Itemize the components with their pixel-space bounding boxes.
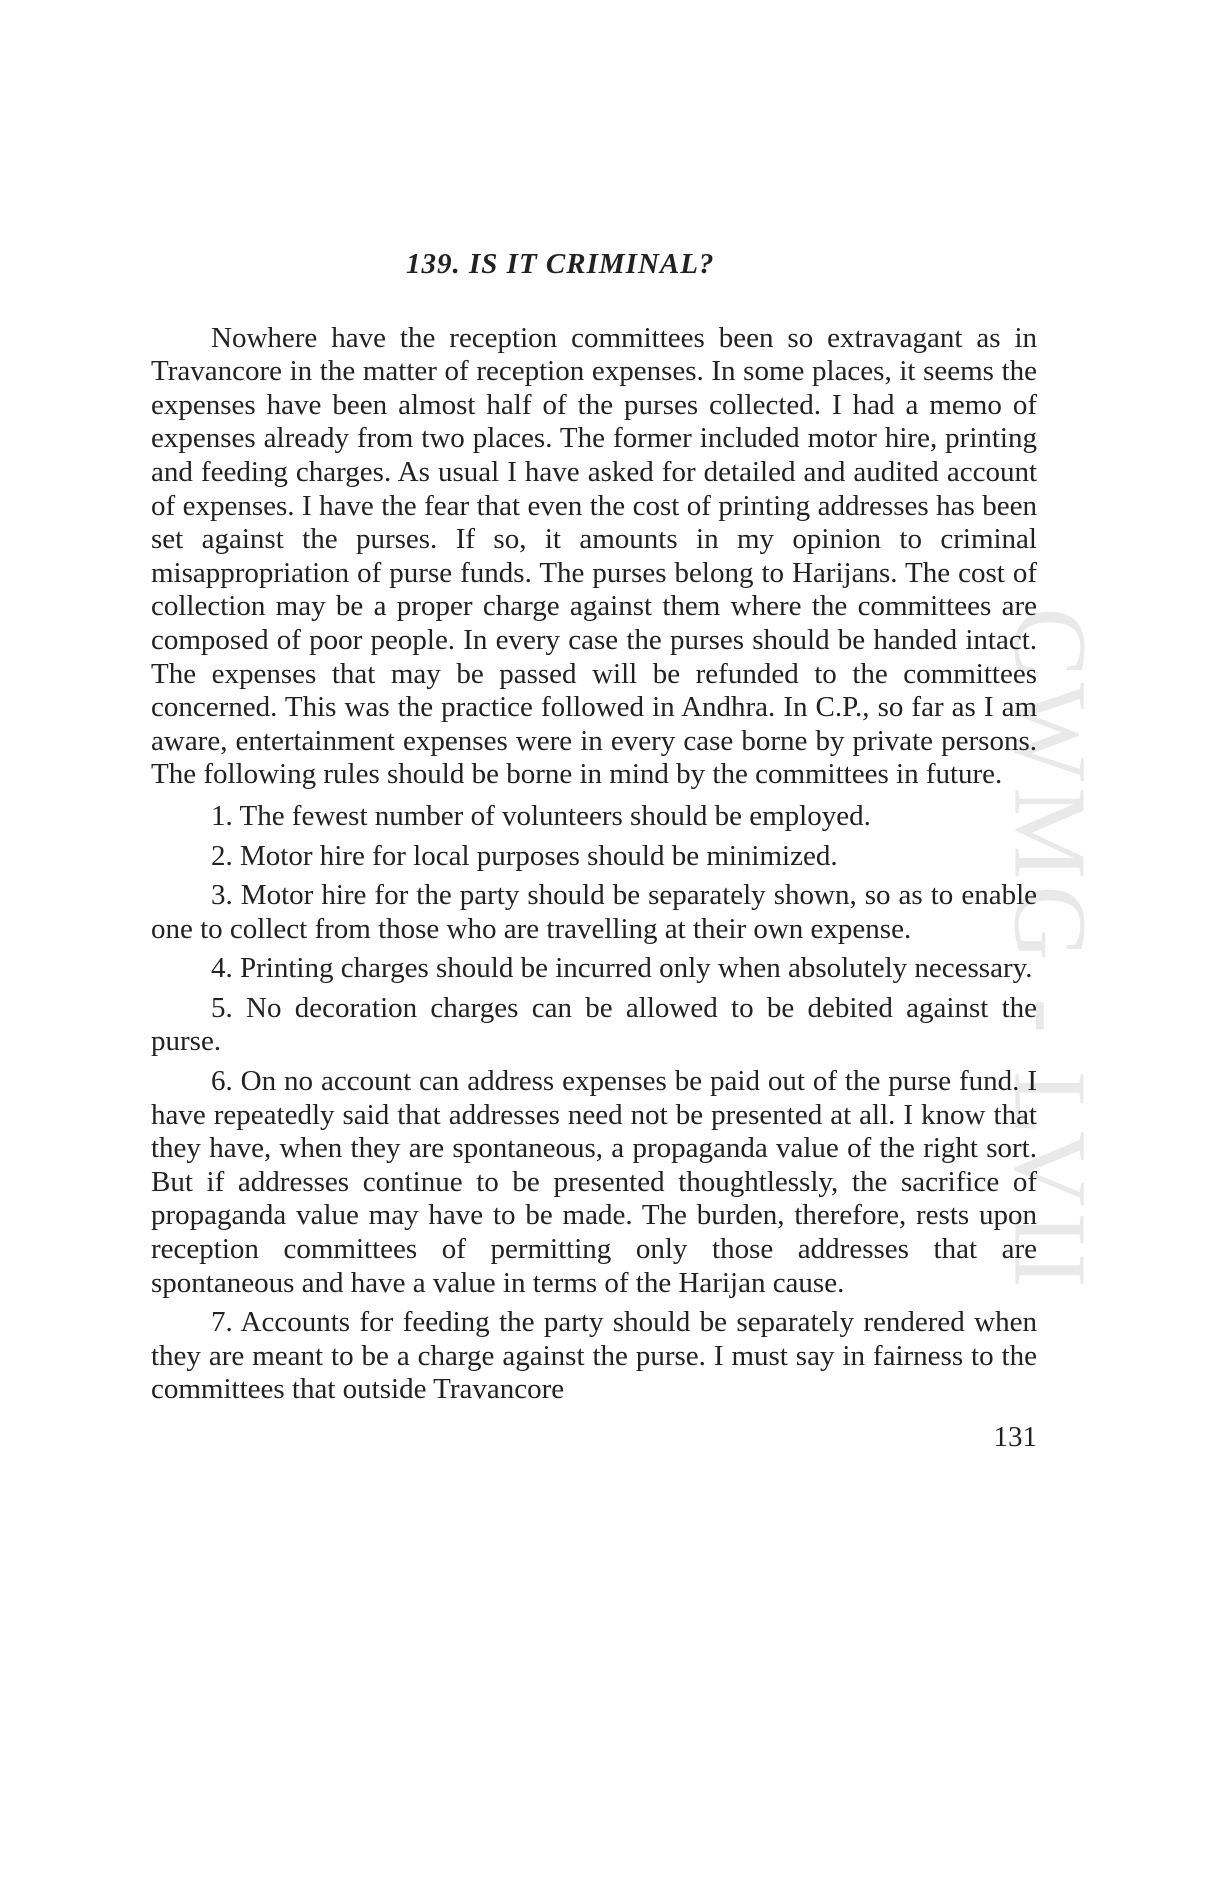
- intro-paragraph: Nowhere have the reception committees been so extravagant as in Travancore in the matter of reception expenses. In some places, it seems the expenses have been almost half of the purses collected. I had a memo of expenses already from two places. The former included motor hire, printing and feeding charges. As usual I have asked for detailed and audited account of expenses. I have the fear that even the cost of printing addresses has been set against the purses. If so, it amounts in my opinion to criminal misappropriation of purse funds. The purses belong to Harijans. The cost of collection may be a proper charge against them where the committees are composed of poor people. In every case the purses should be handed intact. The expenses that may be passed will be refunded to the committees concerned. This was the practice followed in Andhra. In C.P., so far as I am aware, entertainment expenses were in every case borne by private persons. The following rules should be borne in mind by the committees in future.: [151, 321, 1037, 791]
- rule-item-3: 3. Motor hire for the party should be separately shown, so as to enable one to collect from those who are travelling at their own expense.: [151, 879, 1037, 945]
- rule-item-2: 2. Motor hire for local purposes should be minimized.: [211, 839, 838, 872]
- page-body: [151, 248, 1037, 1455]
- page-number: 131: [993, 1421, 1037, 1453]
- watermark-text: CWMG - LVII: [992, 606, 1108, 1294]
- rule-item-5: 5. No decoration charges can be allowed to be debited against the purse.: [151, 991, 1037, 1058]
- rule-item-6: 6. On no account can address expenses be paid out of the purse fund. I have repeatedly said that addresses need not be presented at all. I know that they have, when they are spontaneous, a propaganda value of the right sort. But if addresses continue to be presented thoughtlessly, the sacrifice of propaganda value may have to be made. The burden, therefore, rests upon reception committees of permitting only those addresses that are spontaneous and have a value in terms of the Harijan cause.: [151, 1065, 1037, 1299]
- rule-item-7: 7. Accounts for feeding the party should be separately rendered when they are meant to be a charge against the purse. I must say in fairness to the committees that outside Travancore: [151, 1306, 1037, 1406]
- article-heading: 139. IS IT CRIMINAL?: [406, 248, 715, 280]
- rule-item-4: 4. Printing charges should be incurred only when absolutely necessary.: [211, 952, 1033, 985]
- rule-item-1: 1. The fewest number of volunteers should be employed.: [211, 799, 871, 832]
